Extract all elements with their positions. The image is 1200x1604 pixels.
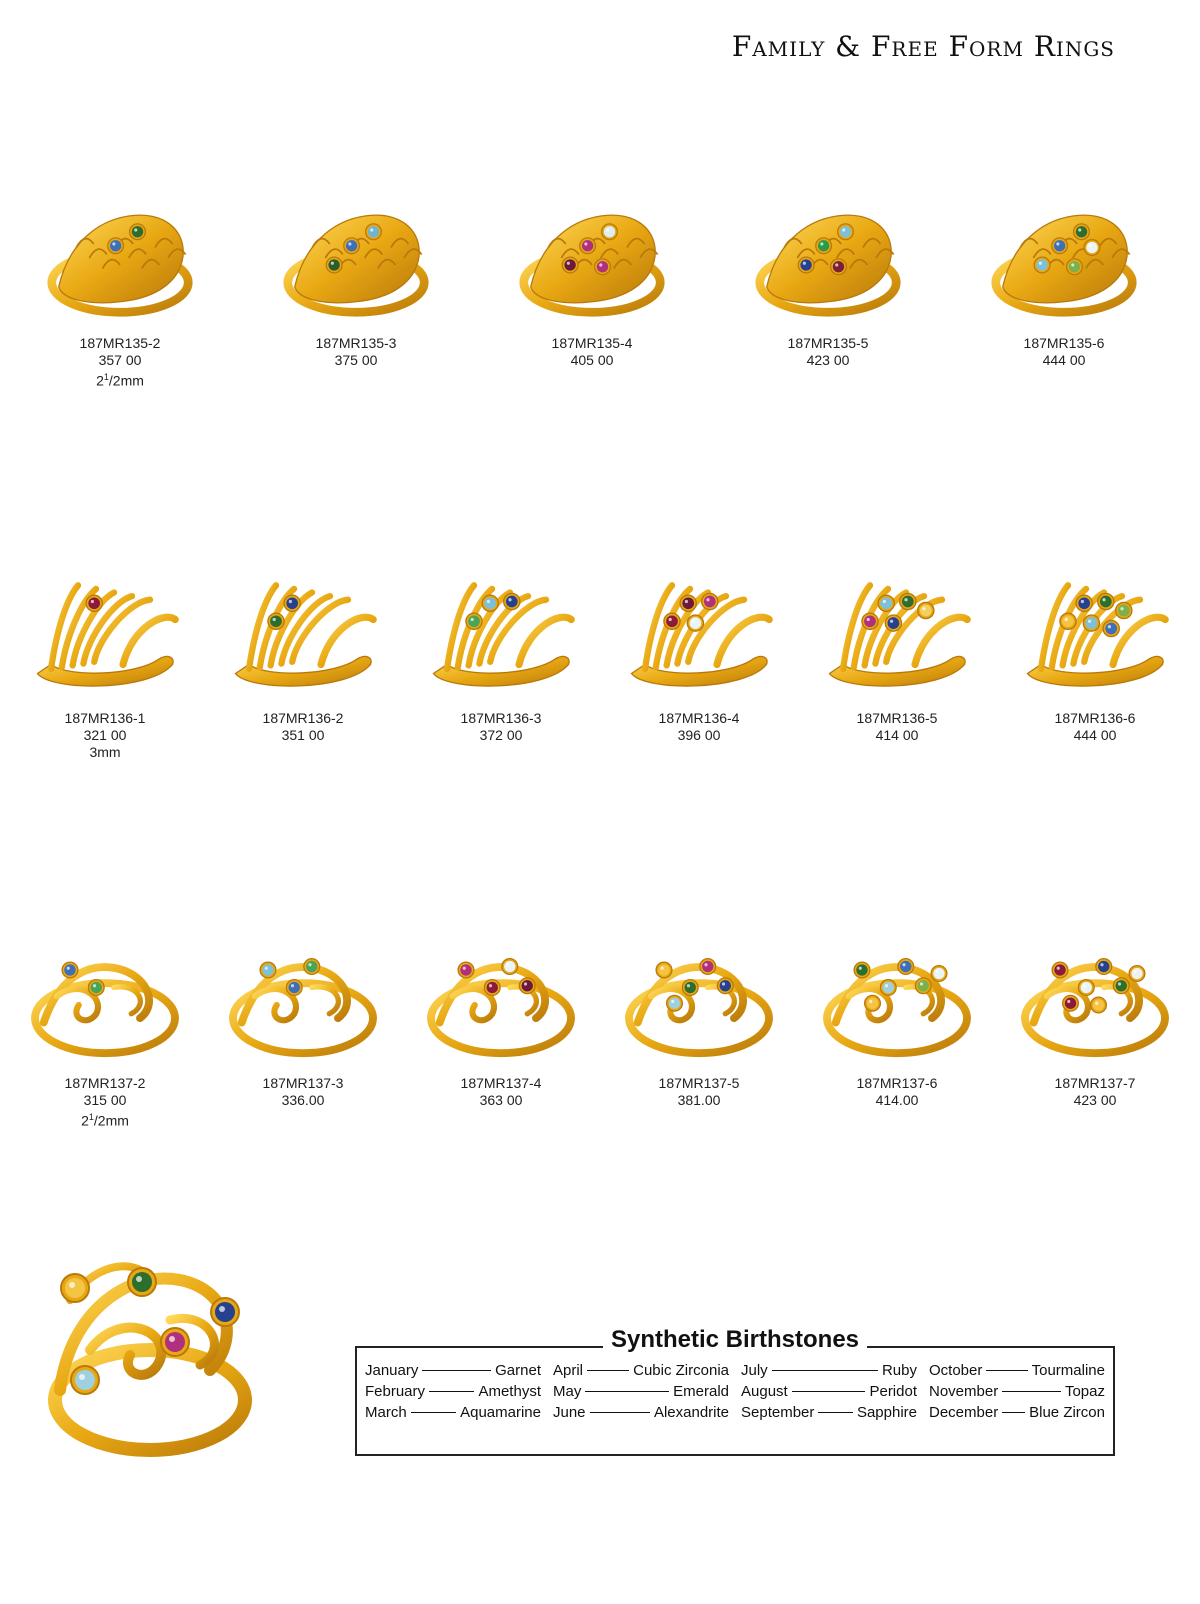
birthstone-month: August — [741, 1383, 788, 1400]
ring-product — [411, 565, 591, 744]
leader-line — [429, 1391, 474, 1392]
birthstone-gem — [130, 224, 146, 240]
birthstone-gem — [667, 995, 683, 1011]
birthstone-gem — [931, 966, 947, 982]
ring-price: 363 00 — [479, 1092, 523, 1108]
ring-stone-size: 3mm — [89, 744, 121, 760]
birthstone-gem — [1098, 593, 1114, 609]
birthstone-name: Ruby — [881, 1362, 917, 1379]
birthstone-gem — [1076, 595, 1092, 611]
ring-price: 444 00 — [1042, 352, 1086, 368]
birthstone-gem — [680, 595, 696, 611]
birthstone-gem — [1060, 613, 1076, 629]
birthstone-month: July — [741, 1362, 768, 1379]
birthstone-gem — [838, 224, 854, 240]
ring-image — [30, 195, 210, 335]
leader-line — [772, 1370, 878, 1371]
birthstone-gem — [1074, 224, 1090, 240]
birthstone-gem — [466, 613, 482, 629]
ring-product — [1005, 565, 1185, 744]
ring-image — [411, 935, 591, 1075]
ring-image — [1005, 565, 1185, 710]
birthstone-gem — [1063, 995, 1079, 1011]
birthstone-gem — [458, 962, 474, 978]
ring-price: 375 00 — [334, 352, 378, 368]
leader-line — [411, 1412, 456, 1413]
birthstone-gem — [366, 224, 382, 240]
ring-price: 423 00 — [806, 352, 850, 368]
birthstone-month: April — [553, 1362, 584, 1379]
ring-sku: 187MR137-3 — [262, 1075, 344, 1091]
birthstone-gem — [602, 224, 618, 240]
page-title: Family & Free Form Rings — [731, 30, 1115, 63]
ring-price: 372 00 — [479, 727, 523, 743]
ring-image — [15, 935, 195, 1075]
birthstone-gem — [484, 980, 500, 996]
ring-product — [502, 195, 682, 369]
birthstone-gem — [1129, 966, 1145, 982]
leader-line — [792, 1391, 866, 1392]
birthstone-name: Emerald — [673, 1383, 729, 1400]
ring-stone-size: $2^1/2mm$ — [81, 1112, 129, 1129]
ring-sku: 187MR136-1 — [64, 710, 146, 726]
ring-image — [609, 565, 789, 710]
birthstone-gem — [286, 980, 302, 996]
birthstone-gem — [880, 980, 896, 996]
ring-image — [609, 935, 789, 1075]
birthstone-name: Amethyst — [478, 1383, 541, 1400]
birthstone-gem — [687, 615, 703, 631]
birthstone-gem — [1034, 257, 1050, 273]
leader-line — [818, 1412, 853, 1413]
ring-sku: 187MR135-4 — [551, 335, 633, 351]
birthstone-name: Alexandrite — [653, 1404, 729, 1421]
birthstone-gem — [344, 238, 360, 254]
ring-sku: 187MR135-5 — [787, 335, 869, 351]
birthstone-gem — [656, 962, 672, 978]
birthstone-gem — [595, 259, 611, 275]
birthstone-gem — [86, 595, 102, 611]
ring-product — [411, 935, 591, 1109]
ring-price: 357 00 — [98, 352, 142, 368]
ring-product — [807, 565, 987, 744]
birthstone-gem — [862, 613, 878, 629]
birthstone-gem — [1052, 238, 1068, 254]
ring-image — [974, 195, 1154, 335]
ring-product — [974, 195, 1154, 369]
birthstone-gem — [1116, 602, 1132, 618]
ring-price: 414.00 — [875, 1092, 919, 1108]
ring-price: 414 00 — [875, 727, 919, 743]
birthstone-gem — [854, 962, 870, 978]
birthstone-gem — [898, 959, 914, 975]
birthstone-gem — [62, 962, 78, 978]
birthstone-name: Garnet — [495, 1362, 541, 1379]
birthstone-gem — [1052, 962, 1068, 978]
birthstone-gem — [900, 593, 916, 609]
birthstone-gem — [502, 959, 518, 975]
birthstone-gem — [702, 593, 718, 609]
birthstone-gem — [326, 257, 342, 273]
birthstone-month: September — [741, 1404, 815, 1421]
ring-price: 396 00 — [677, 727, 721, 743]
birthstone-gem — [88, 980, 104, 996]
birthstone-name: Tourmaline — [1031, 1362, 1105, 1379]
birthstone-gem — [915, 978, 931, 994]
birthstone-name: Blue Zircon — [1029, 1404, 1105, 1421]
birthstone-gem — [108, 238, 124, 254]
birthstone-gem — [1083, 615, 1099, 631]
ring-image — [411, 565, 591, 710]
birthstone-row — [741, 1362, 917, 1379]
ring-price: 405 00 — [570, 352, 614, 368]
birthstone-row — [553, 1383, 729, 1400]
ring-sku: 187MR135-2 — [79, 335, 161, 351]
birthstone-month: May — [553, 1383, 582, 1400]
ring-product — [213, 935, 393, 1109]
birthstone-gem — [284, 595, 300, 611]
ring-image — [15, 565, 195, 710]
ring-image — [738, 195, 918, 335]
birthstone-gem — [519, 978, 535, 994]
ring-product — [15, 935, 195, 1130]
ring-sku: 187MR135-3 — [315, 335, 397, 351]
ring-product — [15, 565, 195, 761]
birthstone-gem — [562, 257, 578, 273]
ring-image — [502, 195, 682, 335]
ring-sku: 187MR136-6 — [1054, 710, 1136, 726]
birthstone-gem — [1067, 259, 1083, 275]
birthstone-month: January — [365, 1362, 419, 1379]
birthstone-row — [365, 1404, 541, 1421]
birthstone-row — [365, 1383, 541, 1400]
ring-price: 381.00 — [677, 1092, 721, 1108]
ring-stone-size: $2^1/2mm$ — [96, 372, 144, 389]
birthstone-name: Cubic Zirconia — [633, 1362, 729, 1379]
ring-price: 336.00 — [281, 1092, 325, 1108]
ring-sku: 187MR136-3 — [460, 710, 542, 726]
birthstone-gem — [1113, 978, 1129, 994]
birthstone-gem — [161, 1328, 189, 1356]
birthstone-gem — [700, 959, 716, 975]
birthstone-month: March — [365, 1404, 407, 1421]
birthstone-gem — [260, 962, 276, 978]
birthstone-gem — [1084, 240, 1100, 256]
ring-product — [213, 565, 393, 744]
ring-price: 315 00 — [83, 1092, 127, 1108]
birthstone-gem — [304, 959, 320, 975]
birthstone-gem — [1091, 997, 1107, 1013]
ring-product — [609, 565, 789, 744]
birthstone-gem — [816, 238, 832, 254]
birthstone-month: November — [929, 1383, 999, 1400]
ring-sku: 187MR136-2 — [262, 710, 344, 726]
birthstone-gem — [580, 238, 596, 254]
birthstone-name: Peridot — [869, 1383, 917, 1400]
ring-image — [266, 195, 446, 335]
birthstone-row — [741, 1404, 917, 1421]
birthstone-month: December — [929, 1404, 999, 1421]
birthstone-gem — [878, 595, 894, 611]
ring-product — [738, 195, 918, 369]
ring-sku: 187MR137-6 — [856, 1075, 938, 1091]
ring-image — [807, 935, 987, 1075]
birthstone-gem — [1096, 959, 1112, 975]
birthstone-month: June — [553, 1404, 586, 1421]
birthstone-gem — [482, 595, 498, 611]
ring-sku: 187MR137-4 — [460, 1075, 542, 1091]
birthstone-chart — [355, 1326, 1115, 1456]
birthstone-month: February — [365, 1383, 426, 1400]
birthstone-gem — [71, 1366, 99, 1394]
birthstone-row — [929, 1404, 1105, 1421]
birthstone-gem — [885, 615, 901, 631]
birthstone-chart-title: Synthetic Birthstones — [603, 1326, 867, 1353]
leader-line — [1002, 1391, 1061, 1392]
birthstone-gem — [918, 602, 934, 618]
birthstone-gem — [211, 1298, 239, 1326]
ring-price: 351 00 — [281, 727, 325, 743]
leader-line — [1002, 1412, 1025, 1413]
birthstone-gem — [798, 257, 814, 273]
ring-image — [213, 935, 393, 1075]
birthstone-gem — [682, 980, 698, 996]
leader-line — [585, 1391, 669, 1392]
birthstone-gem — [504, 593, 520, 609]
birthstone-grid — [365, 1362, 1105, 1421]
birthstone-row — [365, 1362, 541, 1379]
ring-image — [213, 565, 393, 710]
ring-product — [609, 935, 789, 1109]
leader-line — [587, 1370, 629, 1371]
ring-product — [266, 195, 446, 369]
ring-sku: 187MR137-5 — [658, 1075, 740, 1091]
leader-line — [590, 1412, 650, 1413]
ring-product — [807, 935, 987, 1109]
birthstone-row — [929, 1362, 1105, 1379]
birthstone-gem — [1078, 980, 1094, 996]
birthstone-name: Topaz — [1064, 1383, 1105, 1400]
birthstone-gem — [664, 613, 680, 629]
ring-price: 444 00 — [1073, 727, 1117, 743]
birthstone-gem — [865, 995, 881, 1011]
ring-product — [1005, 935, 1185, 1109]
ring-sku: 187MR137-2 — [64, 1075, 146, 1091]
ring-product — [30, 195, 210, 390]
ring-price: 321 00 — [83, 727, 127, 743]
leader-line — [422, 1370, 491, 1371]
birthstone-row — [929, 1383, 1105, 1400]
birthstone-month: October — [929, 1362, 983, 1379]
birthstone-gem — [717, 978, 733, 994]
ring-image — [1005, 935, 1185, 1075]
ring-sku: 187MR137-7 — [1054, 1075, 1136, 1091]
birthstone-name: Aquamarine — [460, 1404, 541, 1421]
birthstone-gem — [831, 259, 847, 275]
birthstone-gem — [268, 613, 284, 629]
birthstone-row — [741, 1383, 917, 1400]
birthstone-gem — [1103, 620, 1119, 636]
ring-sku: 187MR136-5 — [856, 710, 938, 726]
ring-price: 423 00 — [1073, 1092, 1117, 1108]
featured-ring-image — [30, 1240, 270, 1480]
birthstone-gem — [128, 1268, 156, 1296]
ring-sku: 187MR135-6 — [1023, 335, 1105, 351]
leader-line — [986, 1370, 1027, 1371]
birthstone-gem — [61, 1274, 89, 1302]
birthstone-row — [553, 1362, 729, 1379]
ring-image — [807, 565, 987, 710]
birthstone-name: Sapphire — [856, 1404, 917, 1421]
ring-sku: 187MR136-4 — [658, 710, 740, 726]
birthstone-row — [553, 1404, 729, 1421]
